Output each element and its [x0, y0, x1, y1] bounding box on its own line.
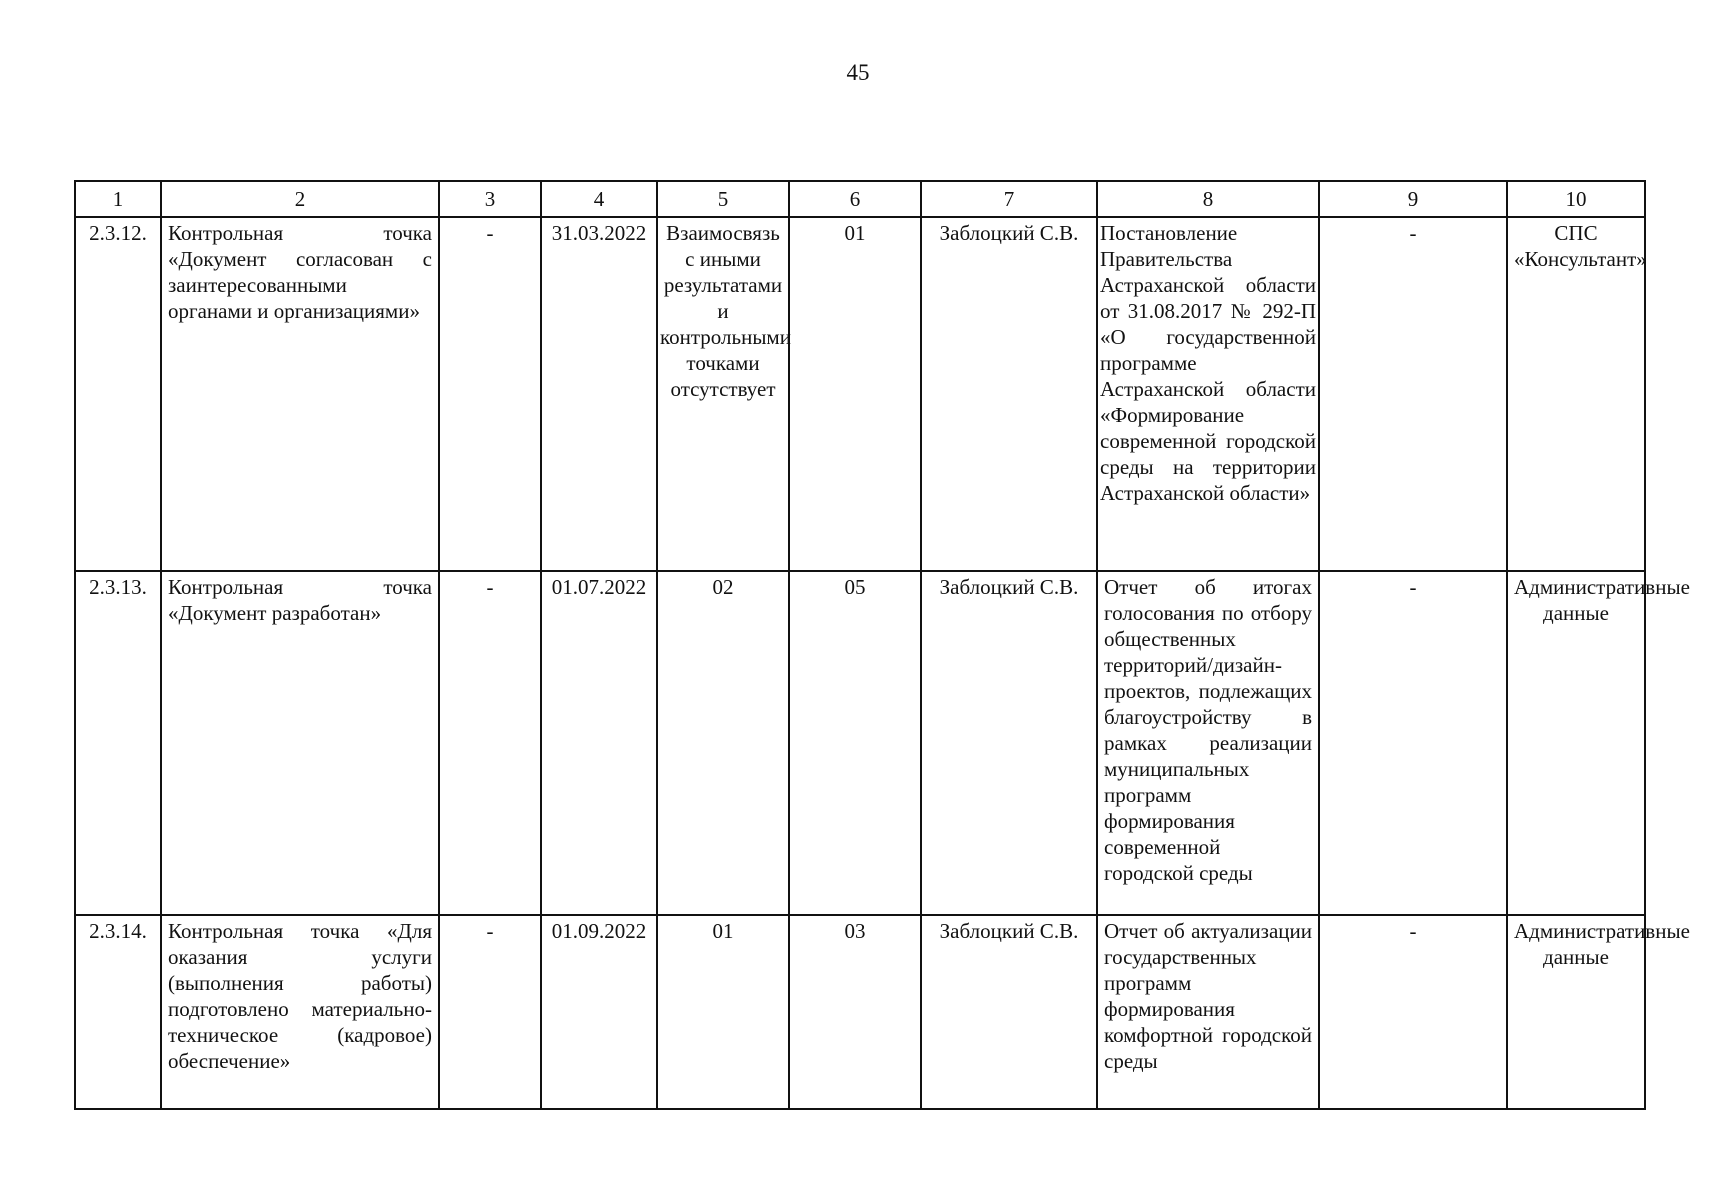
row-number: 2.3.12. [75, 217, 161, 571]
page-number: 45 [846, 60, 870, 85]
due-date: 01.07.2022 [541, 571, 657, 915]
cell-col9: - [1319, 217, 1507, 571]
column-header: 7 [921, 181, 1097, 217]
column-header: 5 [657, 181, 789, 217]
responsible-person: Заблоцкий С.В. [921, 217, 1097, 571]
confirming-document: Постановление Правительства Астраханской области от 31.08.2017 № 292-П «О государственной программе Астраханской области «Формирование современной городской среды на территории Астраханской области» [1097, 217, 1319, 571]
data-source: Административные данные [1507, 915, 1645, 1109]
control-point-name: Контрольная точка «Для оказания услуги (выполнения работы) подготовлено материально-техническое (кадровое) обеспечение» [161, 915, 439, 1109]
cell-col5: 01 [657, 915, 789, 1109]
column-header: 2 [161, 181, 439, 217]
cell-col6: 01 [789, 217, 921, 571]
table-row [75, 915, 1645, 1109]
data-source: СПС «Консультант» [1507, 217, 1645, 571]
table-row [75, 217, 1645, 571]
column-header: 1 [75, 181, 161, 217]
column-header: 10 [1507, 181, 1645, 217]
cell-col3: - [439, 915, 541, 1109]
column-header: 8 [1097, 181, 1319, 217]
row-number: 2.3.14. [75, 915, 161, 1109]
cell-col5: 02 [657, 571, 789, 915]
column-header: 3 [439, 181, 541, 217]
table-header-row [75, 181, 1645, 217]
cell-col5: Взаимосвязь с иными результатами и контрольными точками отсутствует [657, 217, 789, 571]
responsible-person: Заблоцкий С.В. [921, 915, 1097, 1109]
table-row [75, 571, 1645, 915]
cell-col6: 05 [789, 571, 921, 915]
responsible-person: Заблоцкий С.В. [921, 571, 1097, 915]
cell-col3: - [439, 571, 541, 915]
due-date: 01.09.2022 [541, 915, 657, 1109]
data-source: Административные данные [1507, 571, 1645, 915]
control-point-name: Контрольная точка «Документ согласован с заинтересованными органами и организациями» [161, 217, 439, 571]
cell-col6: 03 [789, 915, 921, 1109]
due-date: 31.03.2022 [541, 217, 657, 571]
cell-col3: - [439, 217, 541, 571]
cell-col9: - [1319, 571, 1507, 915]
control-points-table [74, 180, 1690, 1110]
control-point-name: Контрольная точка «Документ разработан» [161, 571, 439, 915]
column-header: 6 [789, 181, 921, 217]
column-header: 9 [1319, 181, 1507, 217]
confirming-document: Отчет об итогах голосования по отбору общественных территорий/дизайн-проектов, подлежащих благоустройству в рамках реализации муниципальных программ формирования современной городской среды [1097, 571, 1319, 915]
confirming-document: Отчет об актуализации государственных программ формирования комфортной городской среды [1097, 915, 1319, 1109]
row-number: 2.3.13. [75, 571, 161, 915]
cell-col9: - [1319, 915, 1507, 1109]
column-header: 4 [541, 181, 657, 217]
